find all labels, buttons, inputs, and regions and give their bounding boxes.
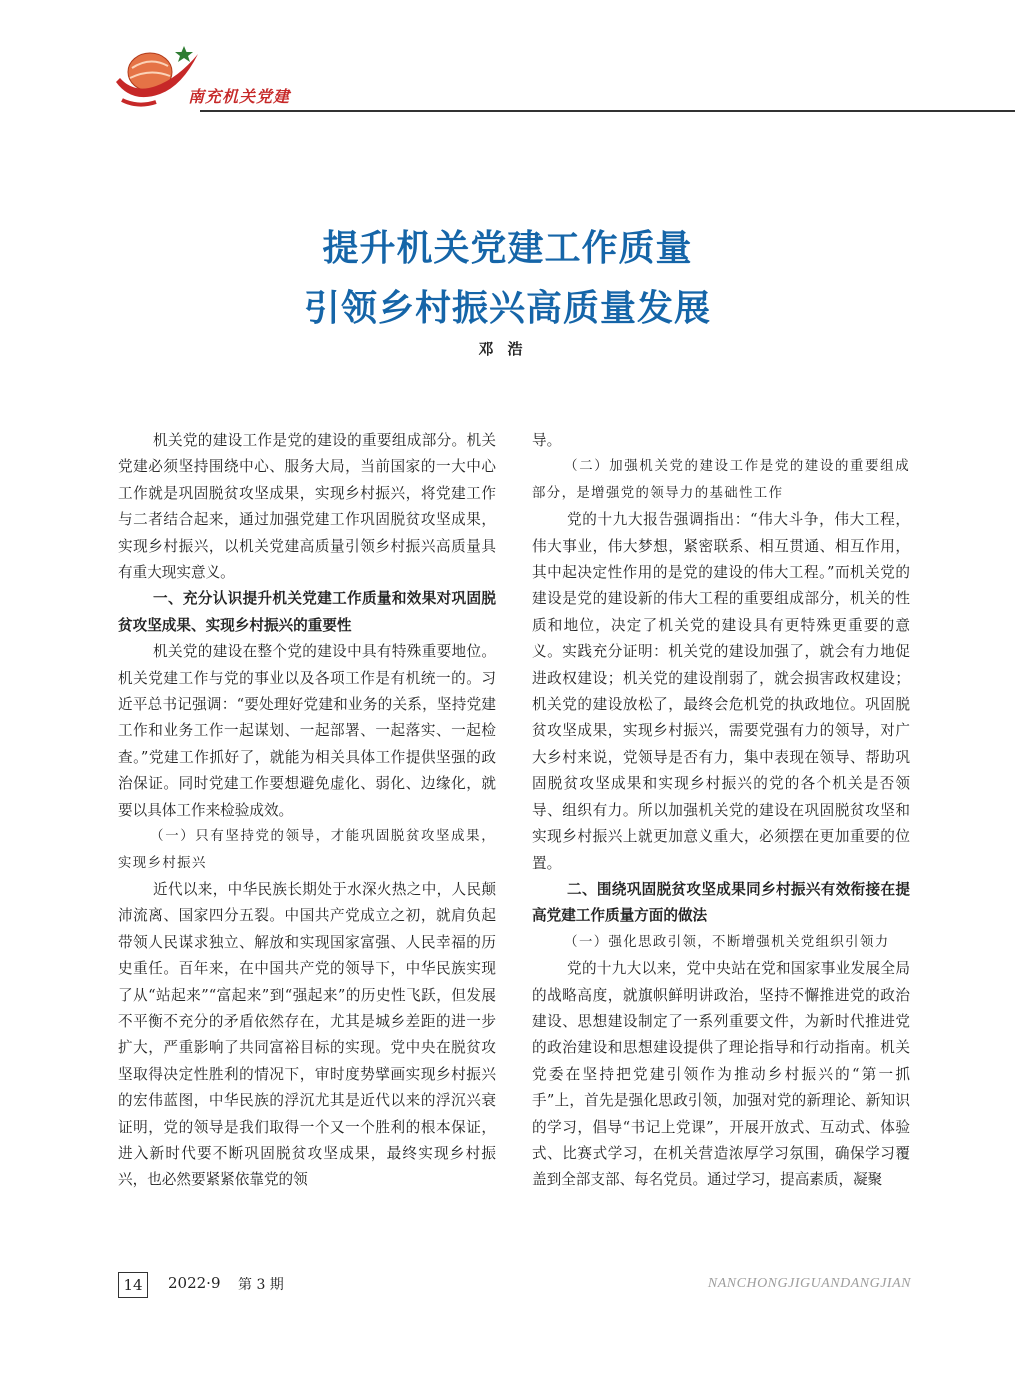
paragraph: 近代以来，中华民族长期处于水深火热之中，人民颠沛流离、国家四分五裂。中国共产党成立之初，就肩负起带领人民谋求独立、解放和实现国家富强、人民幸福的历史重任。百年来，在中国共产党的领导下，中华民族实现了从“站起来”“富起来”到“强起来”的历史性飞跃，但发展不平衡不充分的矛盾依然存在，尤其是城乡差距的进一步扩大，严重影响了共同富裕目标的实现。党中央在脱贫攻坚取得决定性胜利的情况下，审时度势擘画实现乡村振兴的宏伟蓝图，中华民族的浮沉尤其是近代以来的浮沉兴衰证明，党的领导是我们取得一个又一个胜利的根本保证，进入新时代要不断巩固脱贫攻坚成果，最终实现乡村振兴，也必然要紧紧依靠党的领	[118, 880, 496, 1189]
subsection-heading: （一）只有坚持党的领导，才能巩固脱贫攻坚成果，实现乡村振兴	[118, 829, 496, 871]
article-title-line2: 引领乡村振兴高质量发展	[303, 287, 711, 329]
section-heading: 二、围绕巩固脱贫攻坚成果同乡村振兴有效衔接在提高党建工作质量方面的做法	[532, 880, 910, 925]
page-number: 14	[118, 1272, 148, 1298]
article-author: 邓浩	[478, 340, 537, 358]
header-rule	[200, 110, 1015, 112]
section-heading: 一、充分认识提升机关党建工作质量和效果对巩固脱贫攻坚成果、实现乡村振兴的重要性	[118, 590, 496, 634]
subsection-heading: （一）强化思政引领，不断增强机关党组织引领力	[564, 934, 890, 950]
page-header	[0, 0, 1015, 120]
article-title-line1: 提升机关党建工作质量	[322, 227, 693, 269]
paragraph: 党的十九大报告强调指出：“伟大斗争，伟大工程，伟大事业，伟大梦想，紧密联系、相互贯通、相互作用，其中起决定性作用的是党的建设的伟大工程。”而机关党的建设是党的建设新的伟大工程的重要组成部分，机关的性质和地位，决定了机关党的建设具有更特殊更重要的意义。实践充分证明：机关党的建设加强了，就会有力地促进政权建设；机关党的建设削弱了，就会损害政权建设；机关党的建设放松了，最终会危机党的执政地位。巩固脱贫攻坚成果，实现乡村振兴，需要党强有力的领导，对广大乡村来说，党领导是否有力，集中表现在领导、帮助巩固脱贫攻坚成果和实现乡村振兴的党的各个机关是否领导、组织有力。所以加强机关党的建设在巩固脱贫攻坚和实现乡村振兴上就更加意义重大，必须摆在更加重要的位置。	[532, 511, 910, 872]
paragraph: 机关党的建设工作是党的建设的重要组成部分。机关党建必须坚持围绕中心、服务大局，当前国家的一大中心工作就是巩固脱贫攻坚成果，实现乡村振兴，将党建工作与二者结合起来，通过加强党建工作巩固脱贫攻坚成果，实现乡村振兴，以机关党建高质量引领乡村振兴高质量具有重大现实意义。	[118, 432, 496, 582]
subsection-heading: （二）加强机关党的建设工作是党的建设的重要组成部分，是增强党的领导力的基础性工作	[532, 459, 910, 501]
issue-date: 2022·9	[168, 1274, 221, 1292]
page-footer	[0, 1272, 1015, 1302]
paragraph: 机关党的建设在整个党的建设中具有特殊重要地位。机关党建工作与党的事业以及各项工作是有机统一的。习近平总书记强调：“要处理好党建和业务的关系，坚持党建工作和业务工作一起谋划、一起部署、一起落实、一起检查。”党建工作抓好了，就能为相关具体工作提供坚强的政治保证。同时党建工作要想避免虚化、弱化、边缘化，就要以具体工作来检验成效。	[118, 643, 496, 819]
journal-brand: 南充机关党建	[188, 87, 291, 106]
left-column	[118, 428, 496, 1194]
issue-number: 第 3 期	[238, 1277, 284, 1293]
right-column	[532, 428, 910, 1194]
paragraph: 党的十九大以来，党中央站在党和国家事业发展全局的战略高度，就旗帜鲜明讲政治，坚持不懈推进党的政治建设、思想建设制定了一系列重要文件，为新时代推进党的政治建设和思想建设提供了理论指导和行动指南。机关党委在坚持把党建引领作为推动乡村振兴的“第一抓手”上，首先是强化思政引领，加强对党的新理论、新知识的学习，倡导“书记上党课”，开展开放式、互动式、体验式、比赛式学习，在机关营造浓厚学习氛围，确保学习覆盖到全部支部、每名党员。通过学习，提高素质，凝聚	[532, 960, 910, 1189]
journal-name-english: NANCHONGJIGUANDANGJIAN	[707, 1276, 911, 1291]
paragraph-continuation: 导。	[532, 432, 562, 449]
